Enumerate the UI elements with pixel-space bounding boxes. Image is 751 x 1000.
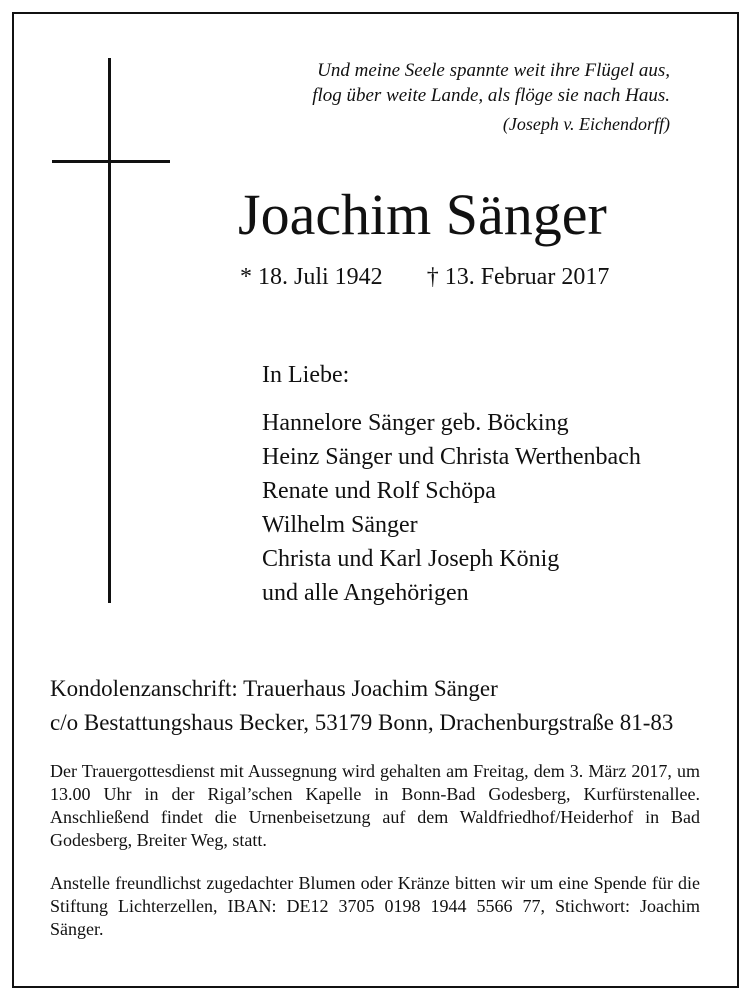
quote-attribution: (Joseph v. Eichendorff) (502, 114, 670, 134)
cross-icon-vertical (108, 58, 111, 603)
condolence-address (50, 672, 673, 740)
death-date: † 13. Februar 2017 (426, 264, 610, 290)
epigraph-quote (240, 58, 670, 137)
list-item: Christa und Karl Joseph König (262, 546, 560, 572)
condolence-line-1: Kondolenzanschrift: Trauerhaus Joachim Sänger (50, 676, 498, 701)
list-item: Wilhelm Sänger (262, 512, 418, 538)
quote-line-2: flog über weite Lande, als flöge sie nach Haus. (312, 85, 670, 106)
cross-icon-horizontal (52, 160, 170, 163)
list-item: und alle Angehörigen (262, 580, 469, 606)
mourners-intro: In Liebe: (262, 362, 350, 388)
deceased-name: Joachim Sänger (238, 182, 607, 247)
condolence-line-2: c/o Bestattungshaus Becker, 53179 Bonn, Drachenburgstraße 81-83 (50, 710, 674, 735)
list-item: Hannelore Sänger geb. Böcking (262, 410, 569, 436)
list-item: Heinz Sänger und Christa Werthenbach (262, 444, 641, 470)
mourners-list (262, 406, 641, 610)
quote-line-1: Und meine Seele spannte weit ihre Flügel aus, (317, 60, 670, 81)
donation-paragraph: Anstelle freundlichst zugedachter Blumen oder Kränze bitten wir um eine Spende für die Stiftung Lichterzellen, IBAN: DE12 3705 0198 1944 5566 77, Stichwort: Joachim Sänger. (50, 873, 700, 939)
birth-date: * 18. Juli 1942 (240, 264, 383, 290)
list-item: Renate und Rolf Schöpa (262, 478, 496, 504)
life-dates (240, 262, 609, 292)
service-paragraph: Der Trauergottesdienst mit Aussegnung wird gehalten am Freitag, dem 3. März 2017, um 13.00 Uhr in der Rigal’schen Kapelle in Bonn-Bad Godesberg, Kurfürstenallee. Anschließend findet die Urnenbeisetzung auf dem Waldfriedhof/Heiderhof in Bad Godesberg, Breiter Weg, statt. (50, 761, 700, 850)
